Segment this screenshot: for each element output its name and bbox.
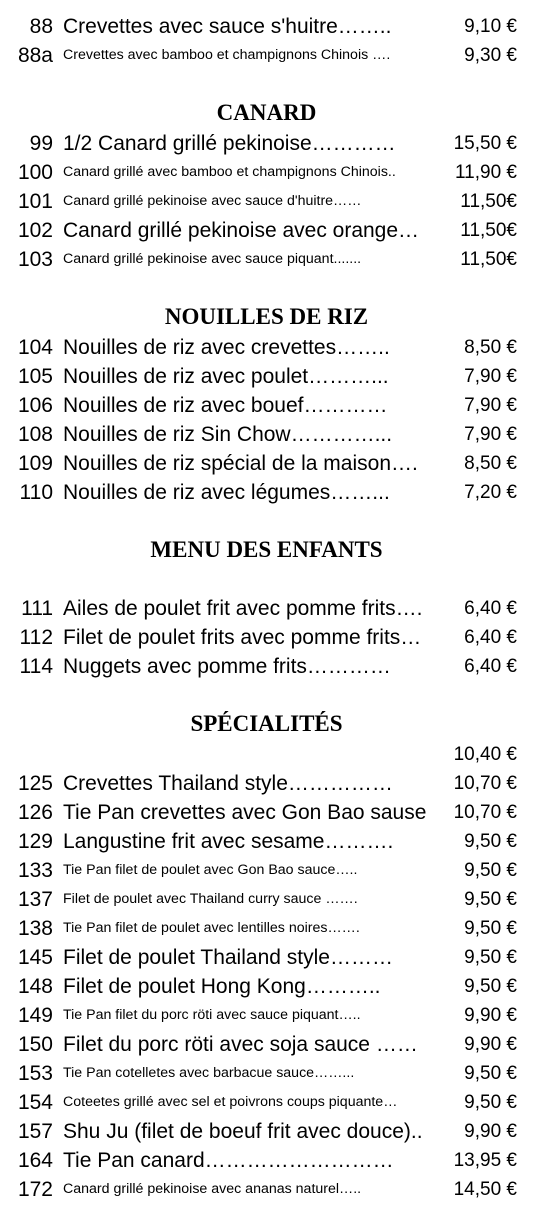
menu-item (0, 885, 533, 914)
menu-item (0, 1001, 533, 1030)
menu-item (0, 827, 533, 856)
item-name: Nuggets avec pomme frits………… (63, 655, 391, 678)
item-name: Ailes de poulet frit avec pomme frits…. (63, 597, 423, 620)
item-price: 9,10 € (464, 16, 517, 37)
item-number: 99 (29, 132, 53, 155)
item-name: Crevettes avec bamboo et champignons Chinois …. (63, 47, 391, 63)
item-number: 108 (17, 423, 53, 446)
item-name: 1/2 Canard grillé pekinoise………… (63, 132, 396, 155)
item-number: 102 (17, 219, 53, 242)
item-name: Filet de poulet frits avec pomme frits… (63, 626, 422, 649)
menu-item (0, 914, 533, 943)
item-number: 109 (17, 452, 53, 475)
menu-item (0, 1146, 533, 1175)
menu-item (0, 12, 533, 41)
menu-item (0, 391, 533, 420)
item-name: Langustine frit avec sesame………. (63, 830, 394, 853)
item-name: Crevettes avec sauce s'huitre…….. (63, 15, 392, 38)
item-number: 105 (17, 365, 53, 388)
menu-item (0, 41, 533, 70)
item-price: 9,90 € (464, 1005, 517, 1026)
menu-item (0, 972, 533, 1001)
item-number: 153 (17, 1062, 53, 1085)
section-heading-nouilles-de-riz: NOUILLES DE RIZ (164, 304, 369, 329)
item-number: 101 (17, 190, 53, 213)
item-number: 88a (17, 44, 53, 67)
item-price: 14,50 € (453, 1179, 517, 1200)
menu-item (0, 129, 533, 158)
item-number: 114 (19, 655, 53, 678)
item-price: 10,70 € (453, 773, 517, 794)
menu-item (0, 856, 533, 885)
item-number: 149 (17, 1004, 53, 1027)
item-name: Tie Pan filet du porc röti avec sauce piquant….. (63, 1007, 361, 1023)
item-price: 7,90 € (464, 424, 517, 445)
item-number: 103 (17, 248, 53, 271)
item-number: 145 (17, 946, 53, 969)
item-price: 8,50 € (464, 337, 517, 358)
item-name: Crevettes Thailand style…………… (63, 772, 393, 795)
menu-item (0, 333, 533, 362)
item-number: 164 (17, 1149, 53, 1172)
item-number: 104 (17, 336, 53, 359)
section-heading-menu-des-enfants: MENU DES ENFANTS (150, 537, 383, 562)
item-price: 9,50 € (464, 860, 517, 881)
item-number: 100 (17, 161, 53, 184)
menu-item (0, 798, 533, 827)
item-price: 9,90 € (464, 1121, 517, 1142)
item-price: 7,90 € (464, 366, 517, 387)
item-number: 148 (17, 975, 53, 998)
menu-item (0, 594, 533, 623)
item-name: Filet de poulet Hong Kong……….. (63, 975, 381, 998)
item-price: 9,50 € (464, 831, 517, 852)
item-name: Coteetes grillé avec sel et poivrons coups piquante… (63, 1094, 398, 1110)
item-number: 150 (17, 1033, 53, 1056)
item-name: Tie Pan filet de poulet avec Gon Bao sauce….. (63, 862, 358, 878)
item-price: 9,90 € (464, 1034, 517, 1055)
menu-item (0, 740, 533, 769)
item-name: Canard grillé pekinoise avec sauce d'huitre…… (63, 193, 362, 209)
menu-item (0, 362, 533, 391)
menu-item (0, 652, 533, 681)
item-name: Nouilles de riz avec bouef………… (63, 394, 388, 417)
item-number: 88 (29, 15, 53, 38)
item-price: 10,40 € (453, 744, 517, 765)
menu-item (0, 187, 533, 216)
item-number: 138 (17, 917, 53, 940)
item-number: 157 (17, 1120, 53, 1143)
item-number: 154 (17, 1091, 53, 1114)
menu-item (0, 943, 533, 972)
item-price: 9,50 € (464, 918, 517, 939)
item-price: 9,50 € (464, 1063, 517, 1084)
item-number: 126 (17, 801, 53, 824)
item-name: Nouilles de riz spécial de la maison…. (63, 452, 418, 475)
menu-item (0, 216, 533, 245)
item-name: Canard grillé pekinoise avec ananas naturel….. (63, 1181, 362, 1197)
item-name: Nouilles de riz avec poulet………... (63, 365, 389, 388)
menu-item (0, 769, 533, 798)
menu-item (0, 1030, 533, 1059)
item-name: Nouilles de riz Sin Chow…………... (63, 423, 393, 446)
menu-item (0, 623, 533, 652)
item-name: Canard grillé pekinoise avec sauce piquant....... (63, 251, 362, 267)
menu-item (0, 449, 533, 478)
item-number: 133 (17, 859, 53, 882)
item-price: 13,95 € (453, 1150, 517, 1171)
menu-item (0, 420, 533, 449)
menu-item (0, 245, 533, 274)
item-number: 125 (17, 772, 53, 795)
item-price: 9,50 € (464, 947, 517, 968)
item-number: 110 (19, 481, 53, 504)
item-number: 137 (17, 888, 53, 911)
item-price: 9,50 € (464, 976, 517, 997)
item-price: 6,40 € (464, 627, 517, 648)
menu-item (0, 1059, 533, 1088)
item-price: 11,50€ (460, 191, 517, 212)
item-number: 111 (21, 597, 53, 620)
item-price: 9,50 € (464, 889, 517, 910)
item-name: Tie Pan crevettes avec Gon Bao sause (63, 801, 427, 824)
item-price: 10,70 € (453, 802, 517, 823)
item-name: Canard grillé pekinoise avec orange… (63, 219, 420, 242)
item-price: 11,50€ (460, 249, 517, 270)
item-name: Filet du porc röti avec soja sauce …… (63, 1033, 418, 1056)
item-price: 11,50€ (460, 220, 517, 241)
item-price: 6,40 € (464, 598, 517, 619)
item-price: 11,90 € (455, 162, 517, 183)
item-name: Tie Pan filet de poulet avec lentilles noires……. (63, 920, 360, 936)
item-name: Tie Pan cotelletes avec barbacue sauce……... (63, 1065, 355, 1081)
item-name: Nouilles de riz avec crevettes…….. (63, 336, 390, 359)
menu-item (0, 478, 533, 507)
item-price: 9,30 € (464, 45, 517, 66)
menu-item (0, 1117, 533, 1146)
item-price: 7,90 € (464, 395, 517, 416)
item-number: 106 (17, 394, 53, 417)
item-name: Shu Ju (filet de boeuf frit avec douce).. (63, 1120, 423, 1143)
section-heading-specialites: SPÉCIALITÉS (190, 711, 343, 736)
item-name: Tie Pan canard……………………… (63, 1149, 394, 1172)
item-price: 15,50 € (453, 133, 517, 154)
item-name: Canard grillé avec bamboo et champignons Chinois.. (63, 164, 396, 180)
menu-item (0, 158, 533, 187)
menu-item (0, 1088, 533, 1117)
menu-item (0, 1175, 533, 1204)
item-number: 112 (19, 626, 53, 649)
item-price: 7,20 € (464, 482, 517, 503)
item-number: 172 (17, 1178, 53, 1201)
section-heading-canard: CANARD (216, 100, 317, 125)
item-name: Nouilles de riz avec légumes……... (63, 481, 390, 504)
item-name: Filet de poulet Thailand style……… (63, 946, 393, 969)
item-number: 129 (17, 830, 53, 853)
item-name: Filet de poulet avec Thailand curry sauce ……. (63, 891, 358, 907)
item-price: 6,40 € (464, 656, 517, 677)
item-price: 9,50 € (464, 1092, 517, 1113)
item-price: 8,50 € (464, 453, 517, 474)
